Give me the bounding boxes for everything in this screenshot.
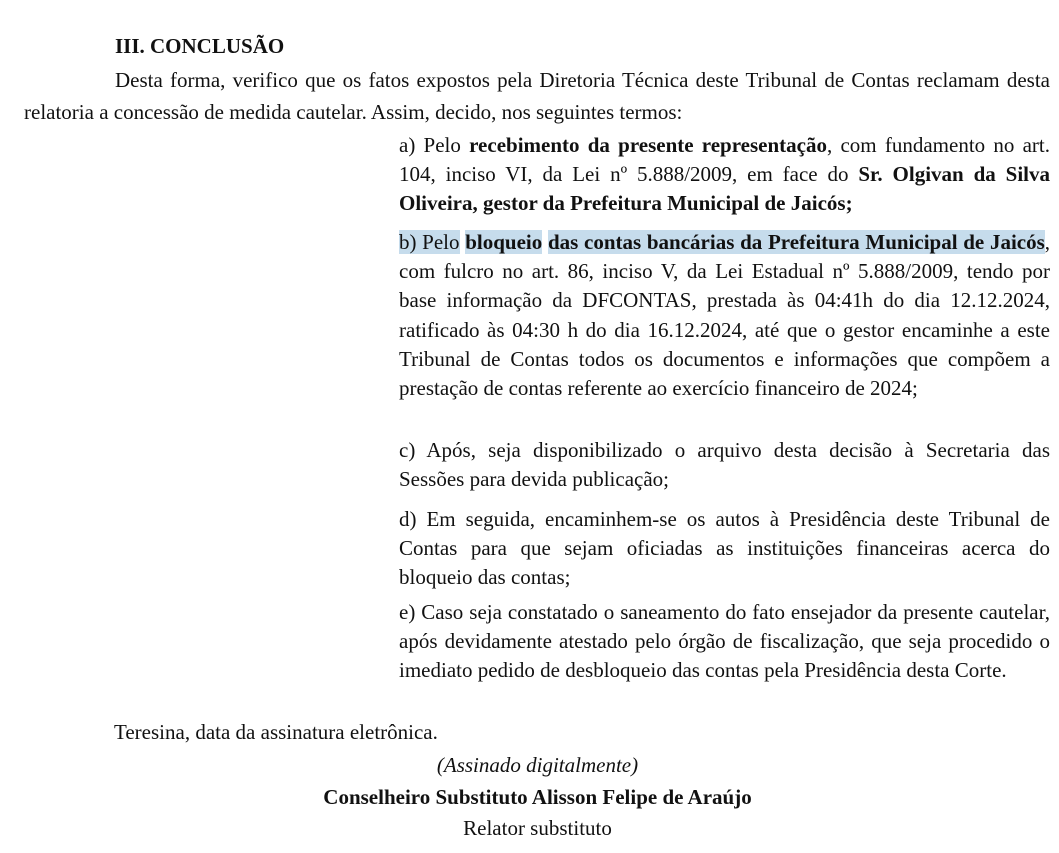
item-b-highlight-3[interactable]: das contas bancárias da Prefeitura Municipal de Jaicós: [547, 230, 1045, 254]
signer-name: Conselheiro Substituto Alisson Felipe de Araújo: [323, 785, 752, 809]
item-a-bold-1: recebimento da presente representação: [469, 133, 827, 157]
item-b-text-2: , com fulcro no art. 86, inciso V, da Lei Estadual nº 5.888/2009, tendo por base informação da DFCONTAS, prestada às 04:41h do dia 12.12.2024, ratificado às 04:30 h do dia 16.12.2024, até que o gestor encaminhe a este Tribunal de Contas todos os documentos e informações que compõem a prestação de contas referente ao exercício financeiro de 2024;: [399, 230, 1051, 401]
closing-line: Teresina, data da assinatura eletrônica.: [114, 720, 438, 744]
signer-role: Relator substituto: [463, 816, 612, 840]
decision-item-b: [399, 228, 1050, 403]
signed-digitally-note: (Assinado digitalmente): [436, 753, 639, 777]
item-b-highlight-2[interactable]: bloqueio: [465, 230, 543, 254]
section-heading: III. CONCLUSÃO: [115, 34, 285, 58]
decision-item-e: e) Caso seja constatado o saneamento do fato ensejador da presente cautelar, após devidamente atestado pelo órgão de fiscalização, que seja procedido o imediato pedido de desbloqueio das contas pela Presidência desta Corte.: [399, 600, 1050, 683]
decision-item-c: c) Após, seja disponibilizado o arquivo desta decisão à Secretaria das Sessões para devida publicação;: [399, 438, 1050, 492]
item-a-bold-2: Sr. Olgivan da Silva Oliveira, gestor da Prefeitura Municipal de Jaicós;: [399, 162, 1050, 216]
item-a-text-2: , com fundamento no art. 104, inciso VI, da Lei nº 5.888/2009, em face do: [399, 133, 1051, 187]
item-a-text-1: a) Pelo: [399, 133, 470, 157]
decision-item-d: d) Em seguida, encaminhem-se os autos à Presidência deste Tribunal de Contas para que sejam oficiadas as instituições financeiras acerca do bloqueio das contas;: [399, 507, 1050, 590]
decision-item-a: [399, 131, 1050, 219]
item-b-highlight-1[interactable]: b) Pelo: [399, 230, 460, 254]
intro-paragraph: Desta forma, verifico que os fatos expostos pela Diretoria Técnica deste Tribunal de Contas reclamam desta relatoria a concessão de medida cautelar. Assim, decido, nos seguintes termos:: [24, 68, 1050, 124]
